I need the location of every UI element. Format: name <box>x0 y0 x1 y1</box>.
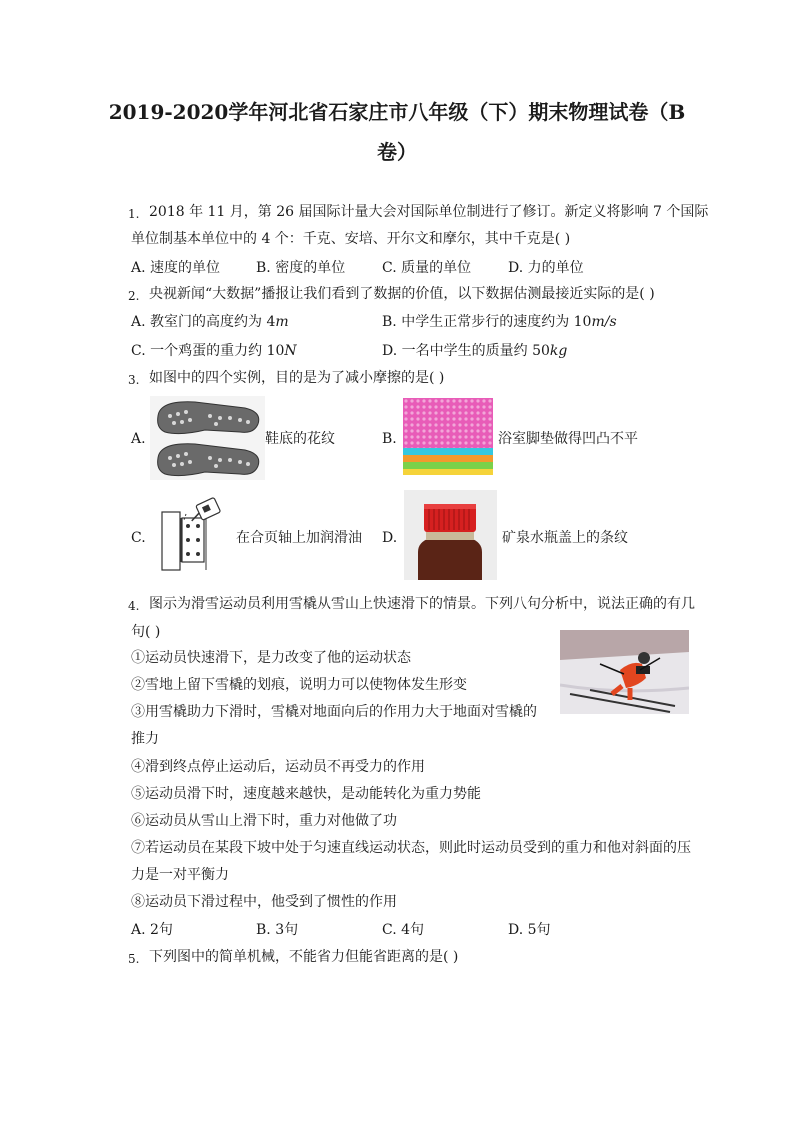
q1-option-a: A. 速度的单位 <box>131 260 221 276</box>
question-4-text-line1: 图示为滑雪运动员利用雪橇从雪山上快速滑下的情景。下列八句分析中，说法正确的有几 <box>149 596 695 612</box>
q1-option-b: B. 密度的单位 <box>256 260 346 276</box>
q4-statement-7: ⑦若运动员在某段下坡中处于匀速直线运动状态，则此时运动员受到的重力和他对斜面的压 <box>131 840 691 856</box>
q1-option-d: D. 力的单位 <box>508 260 584 276</box>
q1-option-c: C. 质量的单位 <box>382 260 472 276</box>
q4-statement-8: ⑧运动员下滑过程中，他受到了惯性的作用 <box>131 894 397 910</box>
hinge-oil-image <box>150 492 230 576</box>
q4-statement-5: ⑤运动员滑下时，速度越来越快，是动能转化为重力势能 <box>131 786 481 802</box>
q2-option-c: C. 一个鸡蛋的重力约 10N <box>131 343 297 359</box>
q4-statement-2: ②雪地上留下雪橇的划痕，说明力可以使物体发生形变 <box>131 677 467 693</box>
q2-option-d: D. 一名中学生的质量约 50kg <box>382 343 568 359</box>
q4-statement-7-continued: 力是一对平衡力 <box>131 867 229 883</box>
skier-image <box>560 630 689 714</box>
bottle-cap-image <box>404 490 497 580</box>
question-4-text-line2: 句( ) <box>131 624 161 640</box>
page-title-continued: 卷） <box>377 140 417 164</box>
question-number-4: 4. <box>128 599 140 613</box>
q4-statement-3: ③用雪橇助力下滑时，雪橇对地面向后的作用力大于地面对雪橇的 <box>131 704 537 720</box>
q4-statement-1: ①运动员快速滑下，是力改变了他的运动状态 <box>131 650 411 666</box>
q3-option-a-text: 鞋底的花纹 <box>265 431 335 447</box>
q3-option-c-text: 在合页轴上加润滑油 <box>236 530 362 546</box>
shoe-sole-image <box>150 396 265 480</box>
q4-option-d: D. 5句 <box>508 922 551 938</box>
question-1-text-line2: 单位制基本单位中的 4 个：千克、安培、开尔文和摩尔，其中千克是( ) <box>131 231 571 247</box>
q3-option-b-letter: B. <box>382 431 397 447</box>
q3-option-d-letter: D. <box>382 530 398 546</box>
q2-option-b: B. 中学生正常步行的速度约为 10m/s <box>382 314 617 330</box>
q4-option-c: C. 4句 <box>382 922 425 938</box>
bath-mat-image <box>403 398 493 475</box>
question-number-1: 1. <box>128 207 140 221</box>
q3-option-d-text: 矿泉水瓶盖上的条纹 <box>502 530 628 546</box>
q2-option-a: A. 教室门的高度约为 4m <box>131 314 289 330</box>
question-number-2: 2. <box>128 289 140 303</box>
question-5-text-line1: 下列图中的简单机械，不能省力但能省距离的是( ) <box>149 949 459 965</box>
q4-statement-6: ⑥运动员从雪山上滑下时，重力对他做了功 <box>131 813 397 829</box>
page-title: 2019-2020学年河北省石家庄市八年级（下）期末物理试卷（B <box>108 100 686 124</box>
question-number-3: 3. <box>128 373 140 387</box>
q3-option-b-text: 浴室脚垫做得凹凸不平 <box>498 431 638 447</box>
q3-option-c-letter: C. <box>131 530 146 546</box>
question-2-text-line1: 央视新闻“大数据”播报让我们看到了数据的价值，以下数据估测最接近实际的是( ) <box>149 286 655 302</box>
question-1-text-line1: 2018 年 11 月，第 26 届国际计量大会对国际单位制进行了修订。新定义将影响 7 个国际 <box>149 204 709 220</box>
q4-option-b: B. 3句 <box>256 922 299 938</box>
question-3-text-line1: 如图中的四个实例，目的是为了减小摩擦的是( ) <box>149 370 445 386</box>
question-number-5: 5. <box>128 952 140 966</box>
q3-option-a-letter: A. <box>131 431 146 447</box>
q4-statement-4: ④滑到终点停止运动后，运动员不再受力的作用 <box>131 759 425 775</box>
q4-statement-3-continued: 推力 <box>131 731 159 747</box>
q4-option-a: A. 2句 <box>131 922 173 938</box>
